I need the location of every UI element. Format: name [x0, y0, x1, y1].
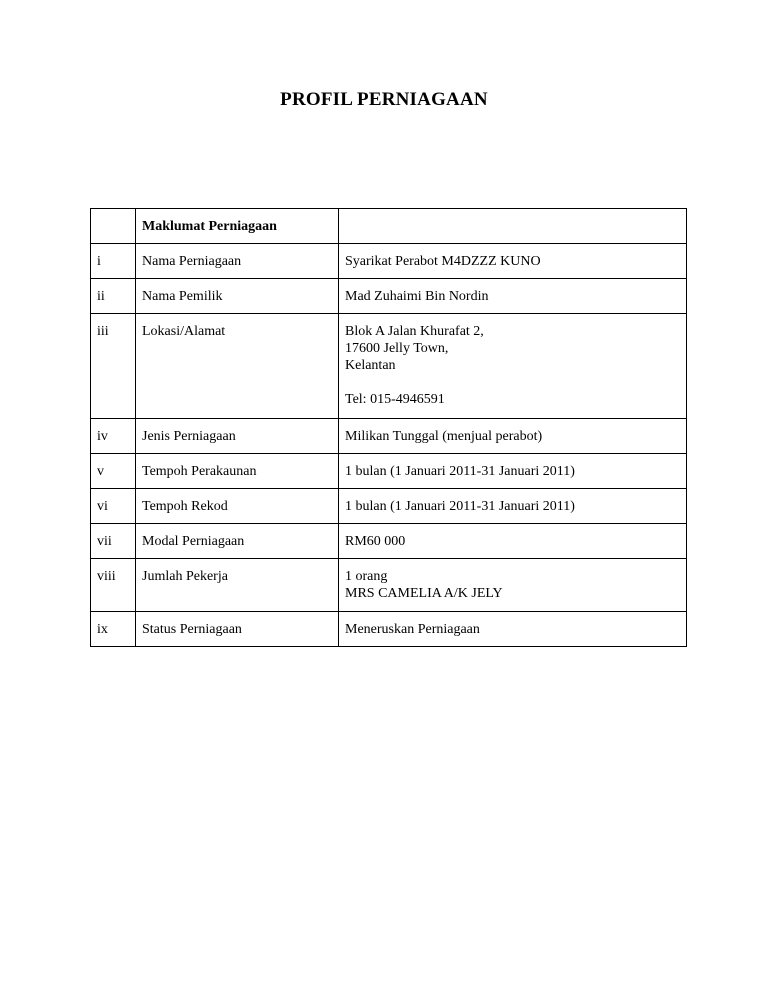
row-number: ii [91, 279, 136, 314]
page-title: PROFIL PERNIAGAAN [280, 89, 488, 110]
row-number: v [91, 454, 136, 489]
table-row [91, 489, 687, 524]
row-value: RM60 000 [339, 524, 687, 559]
row-number: viii [91, 559, 136, 612]
row-value-address [339, 314, 687, 419]
row-label: Tempoh Rekod [136, 489, 339, 524]
table-row [91, 524, 687, 559]
table-row [91, 244, 687, 279]
row-value: 1 bulan (1 Januari 2011-31 Januari 2011) [339, 454, 687, 489]
row-value: Meneruskan Perniagaan [339, 612, 687, 647]
table-row [91, 314, 687, 419]
row-number: vii [91, 524, 136, 559]
row-label: Jumlah Pekerja [136, 559, 339, 612]
row-value-employees [339, 559, 687, 612]
employee-name: MRS CAMELIA A/K JELY [345, 586, 503, 601]
row-number: i [91, 244, 136, 279]
telephone-number: Tel: 015-4946591 [345, 392, 445, 407]
row-number: vi [91, 489, 136, 524]
row-value: Syarikat Perabot M4DZZZ KUNO [339, 244, 687, 279]
header-number-cell [91, 209, 136, 244]
row-value: Mad Zuhaimi Bin Nordin [339, 279, 687, 314]
row-label: Nama Pemilik [136, 279, 339, 314]
row-value: Milikan Tunggal (menjual perabot) [339, 419, 687, 454]
table-row [91, 612, 687, 647]
employee-count: 1 orang [345, 569, 388, 584]
address-line-2: 17600 Jelly Town, [345, 341, 449, 356]
header-label-cell: Maklumat Perniagaan [136, 209, 339, 244]
row-label: Jenis Perniagaan [136, 419, 339, 454]
row-label: Status Perniagaan [136, 612, 339, 647]
table-header-row [91, 209, 687, 244]
row-label: Tempoh Perakaunan [136, 454, 339, 489]
header-value-cell [339, 209, 687, 244]
row-label: Nama Perniagaan [136, 244, 339, 279]
address-line-3: Kelantan [345, 358, 396, 373]
table-row [91, 279, 687, 314]
table-row [91, 454, 687, 489]
row-number: iv [91, 419, 136, 454]
table-row [91, 419, 687, 454]
business-profile-table [90, 208, 687, 647]
address-line-1: Blok A Jalan Khurafat 2, [345, 324, 484, 339]
row-number: iii [91, 314, 136, 419]
row-label: Modal Perniagaan [136, 524, 339, 559]
table-row [91, 559, 687, 612]
row-number: ix [91, 612, 136, 647]
row-label: Lokasi/Alamat [136, 314, 339, 419]
row-value: 1 bulan (1 Januari 2011-31 Januari 2011) [339, 489, 687, 524]
